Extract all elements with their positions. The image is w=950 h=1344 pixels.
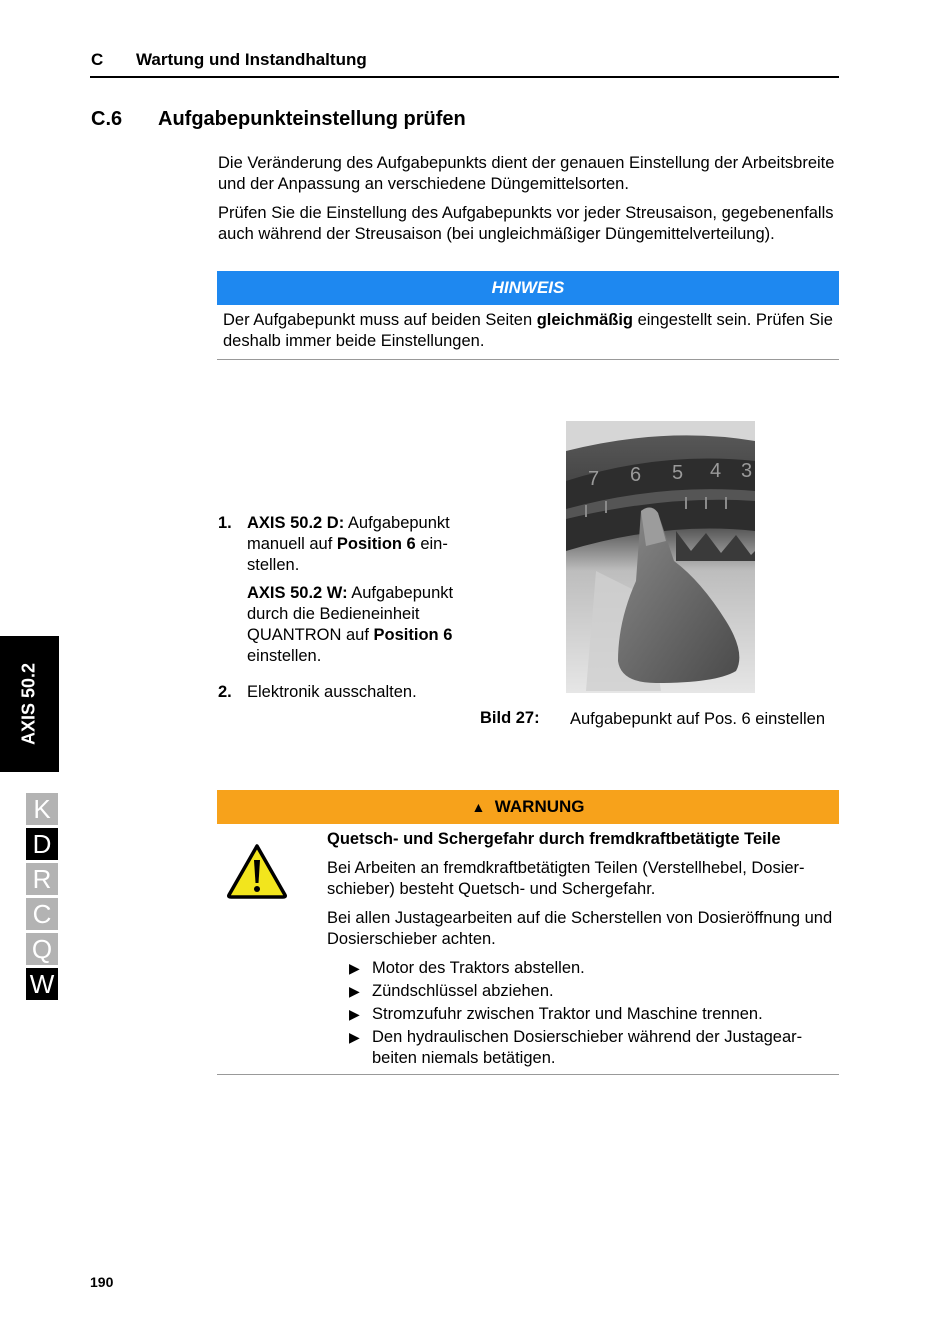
- scale-number-7: 7: [588, 468, 600, 490]
- section-number: C.6: [91, 108, 123, 130]
- warning-action-text: Zündschlüssel abziehen.: [372, 982, 554, 1000]
- side-letter-r: R: [26, 863, 58, 895]
- side-letter-d: D: [26, 828, 58, 860]
- warning-action-item: [349, 981, 839, 1002]
- hinweis-text: [223, 310, 839, 352]
- warning-action-item: [349, 958, 839, 979]
- chapter-title: Wartung und Instandhaltung: [136, 50, 367, 69]
- bullet-triangle-icon: ▶: [349, 983, 360, 999]
- warning-action-text: Den hydraulischen Dosierschieber während der Justagearbeiten niemals betätigen.: [372, 1028, 803, 1067]
- warning-paragraph-2: Bei allen Justagearbeiten auf die Scherstellen von Dosieröffnung und Dosierschieber achten.: [327, 909, 833, 948]
- intro-paragraph-1: Die Veränderung des Aufgabepunkts dient der genauen Einstellung der Arbeitsbreite und der Anpassung an verschiedene Düngemittelsorten.: [218, 154, 835, 193]
- hinweis-text-bold: gleichmäßig: [536, 311, 633, 329]
- side-letter-w: W: [26, 968, 58, 1000]
- step-1-axis-d: [247, 513, 478, 576]
- bullet-triangle-icon: ▶: [349, 960, 360, 976]
- warning-content: [327, 829, 839, 1071]
- warning-action-item: [349, 1027, 839, 1069]
- header-rule: [90, 76, 839, 78]
- step-1-w-model: AXIS 50.2 W:: [247, 584, 348, 602]
- warning-symbol: ▲: [471, 799, 486, 815]
- instruction-steps: [218, 513, 478, 711]
- feed-point-lever-photo: [566, 421, 755, 693]
- step-1-w-position: Position 6: [373, 626, 453, 644]
- chapter-letter: C: [91, 50, 104, 69]
- warning-bottom-rule: [217, 1074, 839, 1075]
- side-letter-k: K: [26, 793, 58, 825]
- bullet-triangle-icon: ▶: [349, 1029, 360, 1045]
- side-tab-label: AXIS 50.2: [18, 662, 39, 746]
- page-number: 190: [90, 1274, 114, 1290]
- step-1-w-text-b: einstellen.: [247, 647, 322, 665]
- warning-action-item: [349, 1004, 839, 1025]
- warning-label: WARNUNG: [494, 797, 585, 816]
- step-1-number: 1.: [218, 514, 232, 532]
- scale-number-6: 6: [630, 464, 642, 486]
- scale-number-3: 3: [741, 460, 753, 482]
- step-2: [218, 682, 478, 703]
- figure-label: Bild 27:: [480, 709, 540, 727]
- side-letter-c: C: [26, 898, 58, 930]
- warning-triangle-icon: [226, 843, 288, 899]
- warning-paragraph-1: Bei Arbeiten an fremdkraftbetätigten Teilen (Verstellhebel, Dosierschieber) besteht Quetsch- und Schergefahr.: [327, 859, 805, 898]
- step-1-d-model: AXIS 50.2 D:: [247, 514, 345, 532]
- step-1-axis-w: [247, 583, 478, 667]
- warning-action-text: Motor des Traktors abstellen.: [372, 959, 585, 977]
- step-1-d-text-b: einstellen.: [247, 535, 448, 574]
- step-1-w-text-a: Aufgabepunkt durch die Bedieneinheit QUANTRON auf: [247, 584, 454, 644]
- side-letter-q: Q: [26, 933, 58, 965]
- warning-action-text: Stromzufuhr zwischen Traktor und Maschine trennen.: [372, 1005, 763, 1023]
- scale-number-5: 5: [672, 462, 684, 484]
- figure-caption: Aufgabepunkt auf Pos. 6 einstellen: [570, 710, 826, 728]
- intro-paragraph-2: Prüfen Sie die Einstellung des Aufgabepunkts vor jeder Streusaison, gegebenenfalls auch während der Streusaison (bei ungleichmäßiger Düngemittelverteilung).: [218, 204, 834, 243]
- scale-number-4: 4: [710, 460, 722, 482]
- hinweis-bottom-rule: [217, 359, 839, 360]
- warning-action-list: [327, 958, 839, 1069]
- warning-headline: Quetsch- und Schergefahr durch fremdkraftbetätigte Teile: [327, 830, 781, 848]
- hinweis-header: HINWEIS: [217, 271, 839, 305]
- step-2-number: 2.: [218, 683, 232, 701]
- step-1: [218, 513, 478, 674]
- hinweis-text-a: Der Aufgabepunkt muss auf beiden Seiten: [223, 311, 537, 329]
- hinweis-text-b: eingestellt sein. Prüfen Sie deshalb immer beide Einstellungen.: [223, 311, 833, 350]
- step-1-d-position: Position 6: [336, 535, 416, 553]
- step-2-text: Elektronik ausschalten.: [247, 683, 417, 701]
- warning-header: [217, 790, 839, 824]
- side-letter-index: [26, 793, 58, 1003]
- section-title: Aufgabepunkteinstellung prüfen: [158, 108, 466, 130]
- step-1-d-text-a: Aufgabepunkt manuell auf: [247, 514, 450, 553]
- bullet-triangle-icon: ▶: [349, 1006, 360, 1022]
